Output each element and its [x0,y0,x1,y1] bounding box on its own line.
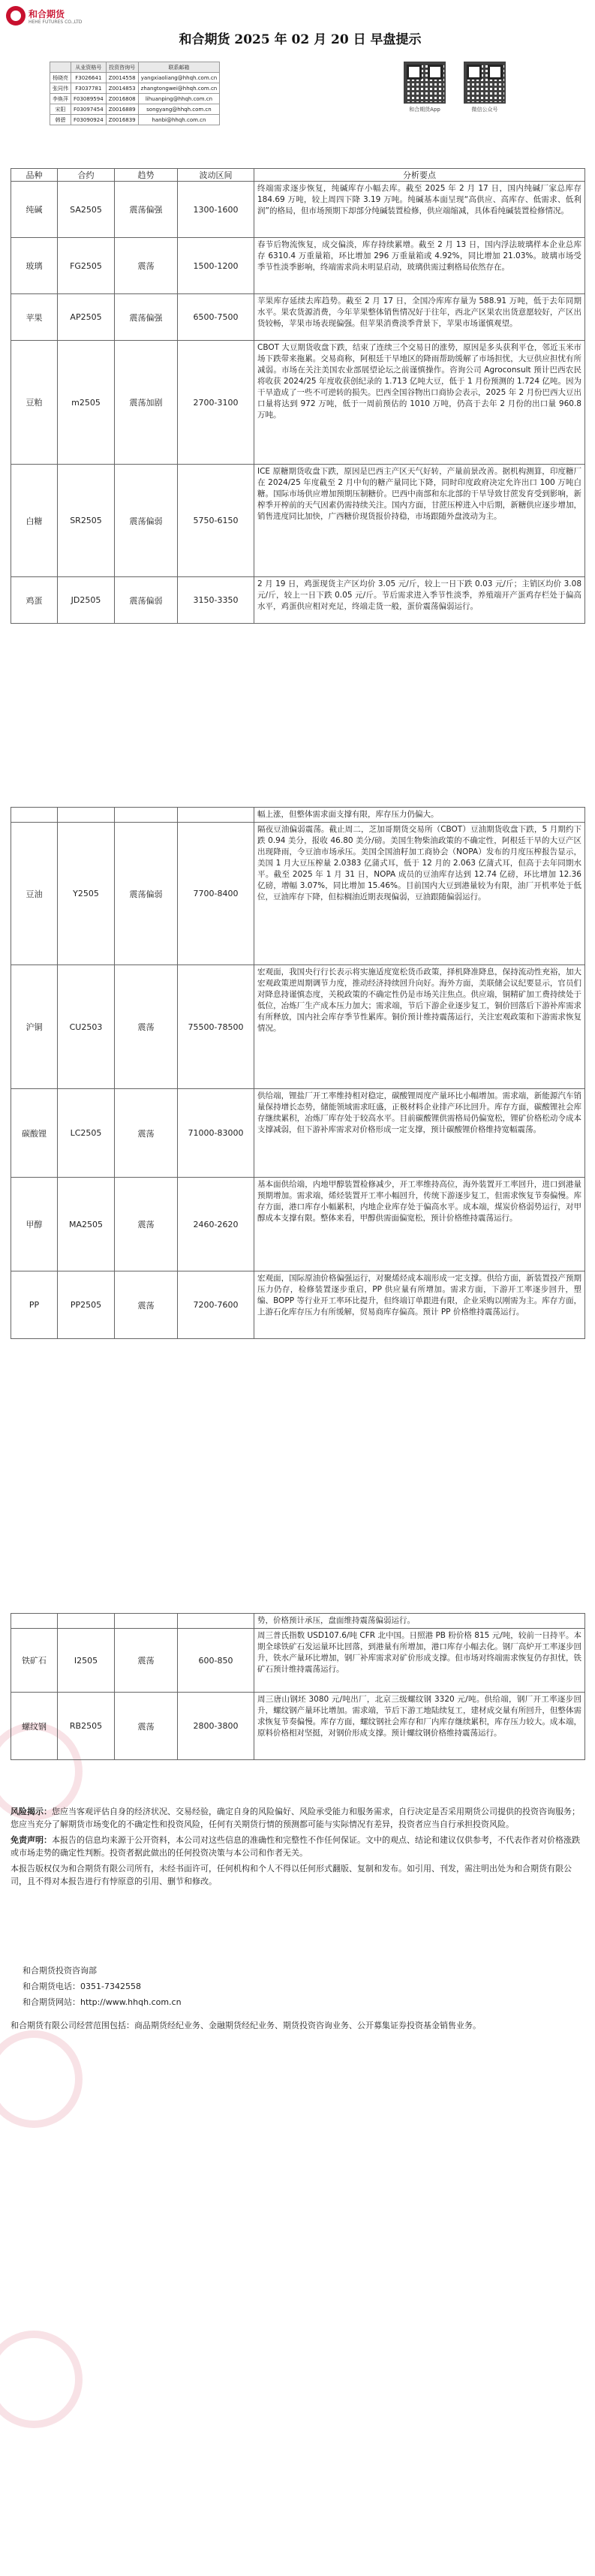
analyst-email[interactable]: hanbi@hhqh.com.cn [138,115,220,125]
qr-code-icon [404,62,446,104]
analysis-text: 幅上涨，但整体需求面支撑有限，库存压力仍偏大。 [254,808,585,823]
commodity-row [11,465,585,577]
analyst-cell: F03089594 [71,94,107,104]
commodity-name: 苹果 [11,294,58,341]
analyst-email[interactable]: lihuanping@hhqh.com.cn [138,94,220,104]
watermark-seal [0,2331,83,2428]
analyst-cell: Z0016839 [106,115,138,125]
analysis-text: 宏观面，我国央行行长表示将实施适度宽松货币政策，择机降准降息，保持流动性充裕，加大宏观政策逆周期调节力度，推动经济持续回升向好。海外方面，美联储会议纪要显示，官员们对降息持谨慎态度，关税政策的不确定性仍是市场关注焦点。供应端，铜精矿加工费持续处于低位，冶炼厂生产成本压力加大；需求端，节后下游企业逐步复工，铜价回落后下游补库需求有所释放，国内社会库存季节性累库。铜价预计维持震荡运行，关注宏观政策和下游需求恢复情况。 [254,965,585,1089]
logo-subtext: HEHE FUTURES CO.,LTD [29,20,83,25]
qr-app[interactable] [398,62,452,113]
trend-label: 震荡 [115,1089,178,1178]
commodity-row [11,294,585,341]
analysis-table-page-3 [11,1613,585,1760]
price-range: 6500-7500 [178,294,254,341]
price-range: 2800-3800 [178,1693,254,1760]
contract-code: FG2505 [58,238,115,294]
analyst-cell: Z0014853 [106,83,138,94]
trend-label: 震荡偏弱 [115,823,178,965]
commodity-row [11,238,585,294]
analyst-cell: Z0016808 [106,94,138,104]
analyst-cell: 杨晓亮 [50,73,71,83]
analyst-row [50,104,220,115]
trend-label [115,808,178,823]
price-range: 5750-6150 [178,465,254,577]
analyst-table [50,62,220,125]
commodity-name: 螺纹钢 [11,1693,58,1760]
commodity-name [11,1614,58,1629]
price-range: 7700-8400 [178,823,254,965]
analyst-cell: F3037781 [71,83,107,94]
commodity-row [11,1271,585,1339]
analysis-text: 春节后物流恢复，成交偏淡，库存持续累增。截至 2 月 13 日，国内浮法玻璃样本企业总库存 6310.4 万重量箱，环比增加 296 万重量箱或 4.92%，同比增加 21.03%。玻璃市场受季节性淡季影响，终端需求尚未明显启动，玻璃供需过剩格局依然存在。 [254,238,585,294]
trend-label: 震荡加剧 [115,341,178,465]
header-cell: 投资咨询号 [106,62,138,73]
analysis-table-page-1 [11,168,585,624]
commodity-name: 纯碱 [11,182,58,238]
trend-label [115,1614,178,1629]
commodity-name: 豆油 [11,823,58,965]
disclaimer-section [11,1805,584,1891]
contract-code [58,808,115,823]
contract-code: AP2505 [58,294,115,341]
trend-label: 震荡偏强 [115,182,178,238]
analysis-text: CBOT 大豆期货收盘下跌，结束了连续三个交易日的涨势，原因是多头获利平仓，邻近玉米市场下跌带来拖累。交易商称，阿根廷干旱地区的降雨帮助缓解了市场担忧，大豆供应担忧有所减弱。市场在关注美国农业部展望论坛之前谨慎操作。咨询公司 Agroconsult 预计巴西农民将收获 2024/25 年度收获创纪录的 1.713 亿吨大豆，低于 1 月份预测的 1.724 亿吨。因为干旱造成了一些不可逆转的损失。巴西全国谷物出口商协会表示，2025 年 2 月份巴西大豆出口量将达到 972 万吨，低于一周前预估的 1010 万吨，仍高于去年 2 月份的出口量 960.8 万吨。 [254,341,585,465]
watermark-seal [0,2030,83,2128]
qr-label: 和合期货App [409,107,440,113]
analysis-text: 宏观面，国际原油价格偏强运行，对聚烯烃成本端形成一定支撑。供给方面，新装置投产预期压力仍存，检修装置逐步重启，PP 供应量有所增加。需求方面，下游开工率逐步回升，塑编、BOPP 等行业开工率环比提升，但终端订单跟进有限，企业采购以刚需为主。库存方面，上游石化库存压力有所缓解，贸易商库存偏高。预计 PP 价格维持震荡运行。 [254,1271,585,1339]
commodity-row [11,577,585,624]
company-logo [6,6,83,32]
commodity-row [11,182,585,238]
price-range: 600-850 [178,1629,254,1693]
analyst-row [50,94,220,104]
analysis-text: 苹果库存延续去库趋势。截至 2 月 17 日，全国冷库库存量为 588.91 万吨，低于去年同期水平。果农货源消费，今年苹果整体销售情况好于往年，西北产区果农出货意愿较好，产区出货较畅，苹果市场表现偏强。但苹果消费淡季背景下，苹果市场谨慎观望。 [254,294,585,341]
analyst-cell: 宋阳 [50,104,71,115]
header-cell: 品种 [11,169,58,182]
report-page-3 [0,1610,595,2576]
contract-code: RB2505 [58,1693,115,1760]
contract-code: m2505 [58,341,115,465]
trend-label: 震荡 [115,1693,178,1760]
report-page-1 [0,0,595,736]
analyst-table-header [50,62,220,73]
analyst-cell: F3026641 [71,73,107,83]
contact-section [23,1963,578,2010]
risk-text: 您应当客观评估自身的经济状况、交易经验，确定自身的风险偏好、风险承受能力和服务需求，自行决定是否采用期货公司提供的投资咨询服务；您应当充分了解期货市场变化的不确定性和投资风险，任何有关期货行情的预测都可能与实际情况有差异，投资者应当自行承担投资风险。 [11,1807,580,1829]
header-cell: 分析要点 [254,169,585,182]
price-range: 2460-2620 [178,1178,254,1271]
contact-website-link[interactable]: 和合期货网站：http://www.hhqh.com.cn [23,1997,182,2007]
analysis-text: 基本面供给端，内地甲醇装置检修减少，开工率维持高位，海外装置开工率回升，进口到港量预期增加。需求端，烯烃装置开工率小幅回升，传统下游逐步复工，但需求恢复节奏偏慢。库存方面，港口库存小幅累积，内地企业库存处于偏高水平。成本端，煤炭价格弱势运行，对甲醇成本支撑有限。整体来看，甲醇供需面偏宽松，预计价格维持震荡运行。 [254,1178,585,1271]
analysis-text: 供给端，锂盐厂开工率维持相对稳定，碳酸锂周度产量环比小幅增加。需求端，新能源汽车销量保持增长态势，储能领域需求旺盛，正极材料企业排产环比回升。库存方面，碳酸锂社会库存继续累积，冶炼厂库存处于较高水平。目前碳酸锂供需格局仍偏宽松，锂矿价格松动令成本支撑减弱，但下游补库需求对价格形成一定支撑，预计碳酸锂价格维持宽幅震荡。 [254,1089,585,1178]
disclaimer-text: 本报告的信息均来源于公开资料，本公司对这些信息的准确性和完整性不作任何保证。文中的观点、结论和建议仅供参考，不代表作者对价格涨跌或市场走势的确定性判断。投资者据此做出的任何投资决策与本公司和作者无关。 [11,1835,580,1858]
qr-code-icon [464,62,506,104]
trend-label: 震荡偏强 [115,294,178,341]
price-range [178,1614,254,1629]
trend-label: 震荡偏弱 [115,465,178,577]
commodity-name: 白糖 [11,465,58,577]
logo-mark-icon [6,6,26,26]
analyst-cell: 韩碧 [50,115,71,125]
risk-label: 风险揭示： [11,1807,52,1816]
analyst-email[interactable]: songyang@hhqh.com.cn [138,104,220,115]
analyst-email[interactable]: zhangtongwei@hhqh.com.cn [138,83,220,94]
trend-label: 震荡 [115,1629,178,1693]
price-range: 7200-7600 [178,1271,254,1339]
contract-code: LC2505 [58,1089,115,1178]
analyst-cell: F03097454 [71,104,107,115]
commodity-row [11,1629,585,1693]
commodity-row [11,1089,585,1178]
header-cell: 从业资格号 [71,62,107,73]
contract-code: CU2503 [58,965,115,1089]
header-cell: 联系邮箱 [138,62,220,73]
analyst-cell: F03090924 [71,115,107,125]
analysis-text: 周三普氏指数 USD107.6/吨 CFR 北中国。日照港 PB 粉价格 815 元/吨，较前一日持平。本期全球铁矿石发运量环比回落，到港量有所增加，港口库存小幅去化。钢厂高炉开工率逐步回升，铁水产量环比增加，钢厂补库需求对矿价形成支撑。但市场对终端需求恢复仍存担忧，铁矿石预计维持震荡运行。 [254,1629,585,1693]
trend-label: 震荡 [115,238,178,294]
price-range: 3150-3350 [178,577,254,624]
disclaimer-label: 免责声明： [11,1835,52,1845]
analysis-text: ICE 原糖期货收盘下跌，原因是巴西主产区天气好转，产量前景改善。据机构测算，印度糖厂在 2024/25 年度截至 2 月中旬的糖产量同比下降，同时印度政府决定允许出口 100 万吨白糖。国际市场供应增加预期压制糖价。巴西中南部和东北部的干旱导致甘蔗发育受到影响，新榨季开榨前的天气因素仍需持续关注。国内方面，甘蔗压榨进入中后期，新糖供应逐步增加，销售进度同比加快，广西糖价现货报价持稳，市场跟随外盘波动为主。 [254,465,585,577]
analysis-table-page-2 [11,807,585,1339]
trend-label: 震荡 [115,1271,178,1339]
analysis-table-header [11,169,585,182]
contract-code: SA2505 [58,182,115,238]
qr-wechat[interactable] [458,62,512,113]
disclaimer-statement [11,1834,584,1859]
commodity-name: 鸡蛋 [11,577,58,624]
report-title: 和合期货 2025 年 02 月 20 日 早盘提示 [179,32,422,47]
contract-code: JD2505 [58,577,115,624]
header-cell [50,62,71,73]
analysis-text: 势，价格预计承压，盘面维持震荡偏弱运行。 [254,1614,585,1629]
contact-dept: 和合期货投资咨询部 [23,1966,97,1976]
commodity-row [11,1614,585,1629]
price-range [178,808,254,823]
contract-code: SR2505 [58,465,115,577]
analyst-row [50,73,220,83]
price-range: 2700-3100 [178,341,254,465]
analysis-text: 周三唐山钢坯 3080 元/吨出厂，北京三级螺纹钢 3320 元/吨。供给端，钢厂开工率逐步回升，螺纹钢产量环比增加。需求端，节后下游工地陆续复工，建材成交量有所回升，但整体需求恢复节奏偏慢。库存方面，螺纹钢社会库存和厂内库存继续累积，库存压力较大。成本端，原料价格相对坚挺，对钢价形成支撑。预计螺纹钢价格维持震荡运行。 [254,1693,585,1760]
analyst-email[interactable]: yangxiaoliang@hhqh.com.cn [138,73,220,83]
contract-code: MA2505 [58,1178,115,1271]
price-range: 71000-83000 [178,1089,254,1178]
header-cell: 合约 [58,169,115,182]
price-range: 1300-1600 [178,182,254,238]
header-cell: 趋势 [115,169,178,182]
analyst-cell: 张同伟 [50,83,71,94]
header-cell: 波动区间 [178,169,254,182]
contract-code: PP2505 [58,1271,115,1339]
analyst-row [50,115,220,125]
commodity-name: 沪铜 [11,965,58,1089]
commodity-name: 甲醇 [11,1178,58,1271]
commodity-name: 豆粕 [11,341,58,465]
analyst-row [50,83,220,94]
commodity-name: 铁矿石 [11,1629,58,1693]
business-scope: 和合期货有限公司经营范围包括：商品期货经纪业务、金融期货经纪业务、期货投资咨询业务、公开募集证券投资基金销售业务。 [11,2021,481,2030]
risk-disclosure [11,1805,584,1831]
commodity-name: PP [11,1271,58,1339]
commodity-row [11,965,585,1089]
qr-label: 微信公众号 [471,107,498,113]
contact-phone: 和合期货电话：0351-7342558 [23,1982,141,1991]
commodity-row [11,808,585,823]
analyst-cell: Z0014558 [106,73,138,83]
commodity-name [11,808,58,823]
price-range: 1500-1200 [178,238,254,294]
contract-code: Y2505 [58,823,115,965]
analysis-text: 隔夜豆油偏弱震荡。截止周二，芝加哥期货交易所（CBOT）豆油期货收盘下跌，5 月期约下跌 0.94 美分，报收 46.80 美分/磅。美国生物柴油政策的不确定性，阿根廷干旱的大豆产区出现降雨，令豆油市场承压。美国全国油籽加工商协会（NOPA）发布的月度压榨报告显示，美国 1 月大豆压榨量 2.0383 亿蒲式耳，低于 12 月的 2.063 亿蒲式耳，但高于去年同期水平。截至 2025 年 1 月 31 日，NOPA 成员的豆油库存达到 12.74 亿磅，环比增加 12.36 亿磅，增幅 3.07%，同比增加 15.46%。目前国内大豆到港量较为有限，油厂开机率处于低位，豆油库存下降，但棕榈油近期表现偏弱，豆油跟随偏弱运行。 [254,823,585,965]
commodity-row [11,1178,585,1271]
analyst-cell: 李焕萍 [50,94,71,104]
commodity-name: 碳酸锂 [11,1089,58,1178]
price-range: 75500-78500 [178,965,254,1089]
contract-code: I2505 [58,1629,115,1693]
commodity-name: 玻璃 [11,238,58,294]
commodity-row [11,823,585,965]
trend-label: 震荡偏弱 [115,577,178,624]
analysis-text: 终端需求逐步恢复，纯碱库存小幅去库。截至 2025 年 2 月 17 日，国内纯碱厂家总库存 184.69 万吨，较上周四下降 3.19 万吨。纯碱基本面呈现“高供应、高库存、低需求、低利润”的格局，但市场预期下却部分纯碱装置检修，供应端缩减，具体看纯碱装置检修情况。 [254,182,585,238]
contract-code [58,1614,115,1629]
commodity-row [11,1693,585,1760]
trend-label: 震荡 [115,1178,178,1271]
logo-text: 和合期货 [29,9,65,20]
analyst-cell: Z0016889 [106,104,138,115]
copyright-statement: 本报告版权仅为和合期货有限公司所有，未经书面许可，任何机构和个人不得以任何形式翻版、复制和发布。如引用、刊发，需注明出处为和合期货有限公司，且不得对本报告进行有悖原意的引用、删节和修改。 [11,1864,572,1886]
report-page-2 [0,807,595,1542]
commodity-row [11,341,585,465]
analysis-text: 2 月 19 日，鸡蛋现货主产区均价 3.05 元/斤，较上一日下跌 0.03 元/斤；主销区均价 3.08 元/斤，较上一日下跌 0.05 元/斤。节后需求进入季节性淡季，养殖端开产蛋鸡存栏处于偏高水平，鸡蛋供应相对充足，终端走货一般，蛋价震荡偏弱运行。 [254,577,585,624]
trend-label: 震荡 [115,965,178,1089]
